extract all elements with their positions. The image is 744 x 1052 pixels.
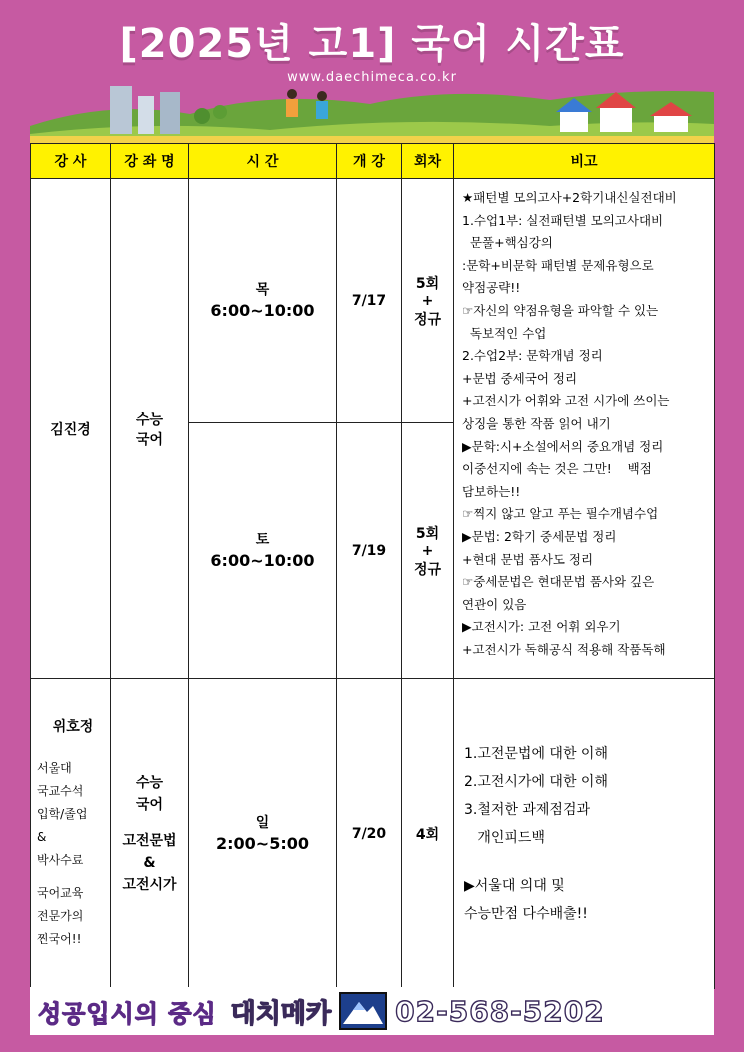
- teacher-bio: &: [37, 830, 47, 844]
- note-line: ☞자신의 약점유형을 파악할 수 있는: [462, 302, 659, 318]
- course-cell: [111, 179, 189, 679]
- teacher-bio: [37, 872, 109, 882]
- table-header-row: [31, 144, 715, 179]
- footer-banner: [30, 987, 714, 1035]
- sessions-cell: [402, 179, 454, 423]
- note-line: ☞중세문법은 현대문법 품사와 깊은: [462, 574, 655, 590]
- class-time: 6:00~10:00: [210, 550, 315, 570]
- teacher-bio: 국어교육: [37, 886, 84, 900]
- time-cell: [189, 679, 337, 989]
- course-name: 고전시가: [122, 876, 177, 893]
- col-header-course: 강 좌 명: [111, 144, 189, 179]
- course-cell: [111, 679, 189, 989]
- note-line: 1.수업1부: 실전패턴별 모의고사대비: [462, 212, 664, 228]
- note-line: 1.고전문법에 대한 이해: [464, 745, 608, 762]
- session-type: 정규: [413, 311, 442, 328]
- note-line: +현대 문법 품사도 정리: [462, 551, 594, 567]
- time-cell: [189, 179, 337, 423]
- note-line: [464, 852, 713, 872]
- course-name: 수능: [135, 411, 164, 428]
- note-line: ▶문학:시+소설에서의 중요개념 정리: [462, 438, 664, 454]
- note-line: 3.철저한 과제점검과: [464, 801, 590, 818]
- course-name: 수능: [135, 774, 164, 791]
- class-time: 2:00~5:00: [216, 833, 309, 853]
- note-line: 2.수업2부: 문학개념 정리: [462, 348, 603, 364]
- table-row: [31, 679, 715, 989]
- session-count: 5회: [415, 275, 440, 292]
- landscape-illustration: [30, 80, 714, 146]
- note-line: ▶문법: 2학기 중세문법 정리: [462, 528, 617, 544]
- course-name: 국어: [135, 431, 164, 448]
- session-plus: +: [421, 292, 434, 309]
- website-url: www.daechimeca.co.kr: [287, 70, 457, 85]
- class-day: 일: [255, 814, 270, 831]
- sessions-cell: [402, 423, 454, 679]
- note-line: +고전시가 독해공식 적용해 작품독해: [462, 641, 666, 657]
- class-day: 목: [255, 281, 270, 298]
- time-cell: [189, 423, 337, 679]
- notes-cell: [454, 179, 715, 679]
- teacher-bio: 입학/졸업: [37, 807, 88, 821]
- teacher-bio: 서울대: [37, 761, 72, 775]
- course-name: 고전문법: [122, 832, 177, 849]
- session-plus: +: [421, 542, 434, 559]
- start-date: 7/20: [337, 679, 402, 989]
- page-title: [2025년 고1] 국어 시간표: [119, 21, 625, 67]
- class-day: 토: [255, 531, 270, 548]
- note-line: ☞찍지 않고 알고 푸는 필수개념수업: [462, 506, 659, 522]
- note-line: +문법 중세국어 정리: [462, 370, 578, 386]
- note-line: 상징을 통한 작품 읽어 내기: [462, 415, 611, 431]
- start-date: 7/17: [337, 179, 402, 423]
- note-line: 문풀+핵심강의: [462, 235, 553, 251]
- course-name: 국어: [135, 796, 164, 813]
- schedule-table: [30, 143, 715, 989]
- course-name: &: [143, 854, 156, 871]
- note-line: :문학+비문학 패턴별 문제유형으로: [462, 257, 654, 273]
- note-line: 이중선지에 속는 것은 그만! 백점: [462, 461, 652, 477]
- start-date: 7/19: [337, 423, 402, 679]
- footer-brand: 대치메카: [230, 998, 332, 1029]
- mountain-logo-icon: [339, 992, 387, 1030]
- teacher-bio: 국교수석: [37, 784, 84, 798]
- session-count: 5회: [415, 525, 440, 542]
- notes-cell: [454, 679, 715, 989]
- teacher-cell: [31, 179, 111, 679]
- course-name: [112, 816, 187, 830]
- note-line: 개인피드백: [464, 829, 545, 846]
- note-line: 수능만점 다수배출!!: [464, 905, 588, 922]
- session-type: 정규: [413, 561, 442, 578]
- note-line: 연관이 있음: [462, 596, 527, 612]
- teacher-name: 위호정: [52, 719, 94, 735]
- col-header-teacher: 강 사: [31, 144, 111, 179]
- note-line: ★패턴별 모의고사+2학기내신실전대비: [462, 190, 677, 205]
- note-line: 2.고전시가에 대한 이해: [464, 773, 608, 790]
- col-header-time: 시 간: [189, 144, 337, 179]
- footer-phone: 02-568-5202: [395, 994, 605, 1028]
- table-row: [31, 179, 715, 423]
- footer-slogan: 성공입시의 중심: [38, 999, 217, 1028]
- teacher-bio: 박사수료: [37, 853, 84, 867]
- note-line: 담보하는!!: [462, 483, 521, 499]
- note-line: 독보적인 수업: [462, 325, 547, 341]
- note-line: 약점공략!!: [462, 280, 521, 296]
- teacher-cell: [31, 679, 111, 989]
- col-header-sessions: 회차: [402, 144, 454, 179]
- teacher-name: 김진경: [50, 421, 91, 438]
- teacher-bio: 전문가의: [37, 909, 84, 923]
- col-header-start: 개 강: [337, 144, 402, 179]
- teacher-bio: 찐국어!!: [37, 932, 82, 946]
- note-line: +고전시가 어휘와 고전 시가에 쓰이는: [462, 393, 670, 409]
- session-count: 4회: [402, 679, 454, 989]
- note-line: ▶서울대 의대 및: [464, 877, 565, 894]
- col-header-notes: 비고: [454, 144, 715, 179]
- class-time: 6:00~10:00: [210, 300, 315, 320]
- note-line: ▶고전시가: 고전 어휘 외우기: [462, 619, 621, 635]
